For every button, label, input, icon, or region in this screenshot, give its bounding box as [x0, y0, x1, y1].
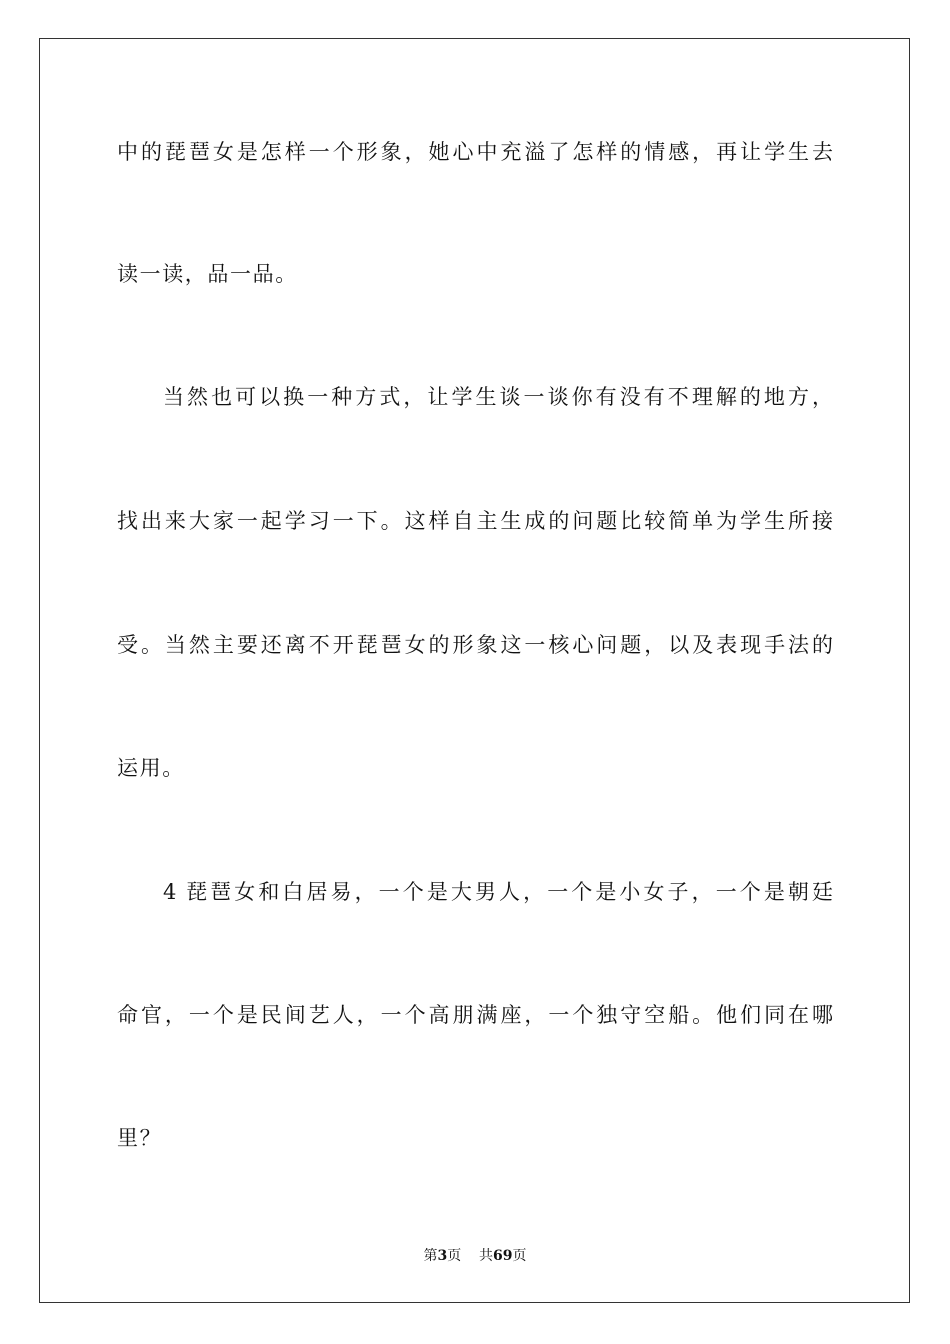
paragraph-line-6: 运用。 [117, 756, 185, 780]
footer-page-suffix: 页 [447, 1248, 462, 1264]
paragraph-line-2: 读一读，品一品。 [117, 262, 298, 286]
paragraph-line-1: 中的琵琶女是怎样一个形象，她心中充溢了怎样的情感，再让学生去 [117, 140, 833, 164]
paragraph-line-8: 命官，一个是民间艺人，一个高朋满座，一个独守空船。他们同在哪 [117, 1003, 833, 1027]
paragraph-line-7: 4 琵琶女和白居易，一个是大男人，一个是小女子，一个是朝廷 [163, 880, 833, 904]
page-footer [0, 1246, 950, 1266]
footer-total-prefix: 共 [479, 1248, 494, 1264]
footer-total-suffix: 页 [512, 1248, 527, 1264]
footer-total-pages: 69 [493, 1248, 513, 1264]
page-frame [39, 38, 910, 1303]
footer-page-number: 3 [437, 1248, 448, 1264]
paragraph-line-3: 当然也可以换一种方式，让学生谈一谈你有没有不理解的地方， [163, 385, 833, 409]
footer-page-prefix: 第 [423, 1248, 438, 1264]
paragraph-line-5: 受。当然主要还离不开琵琶女的形象这一核心问题，以及表现手法的 [117, 633, 833, 657]
paragraph-line-4: 找出来大家一起学习一下。这样自主生成的问题比较简单为学生所接 [117, 509, 833, 533]
paragraph-line-9: 里？ [117, 1126, 163, 1150]
